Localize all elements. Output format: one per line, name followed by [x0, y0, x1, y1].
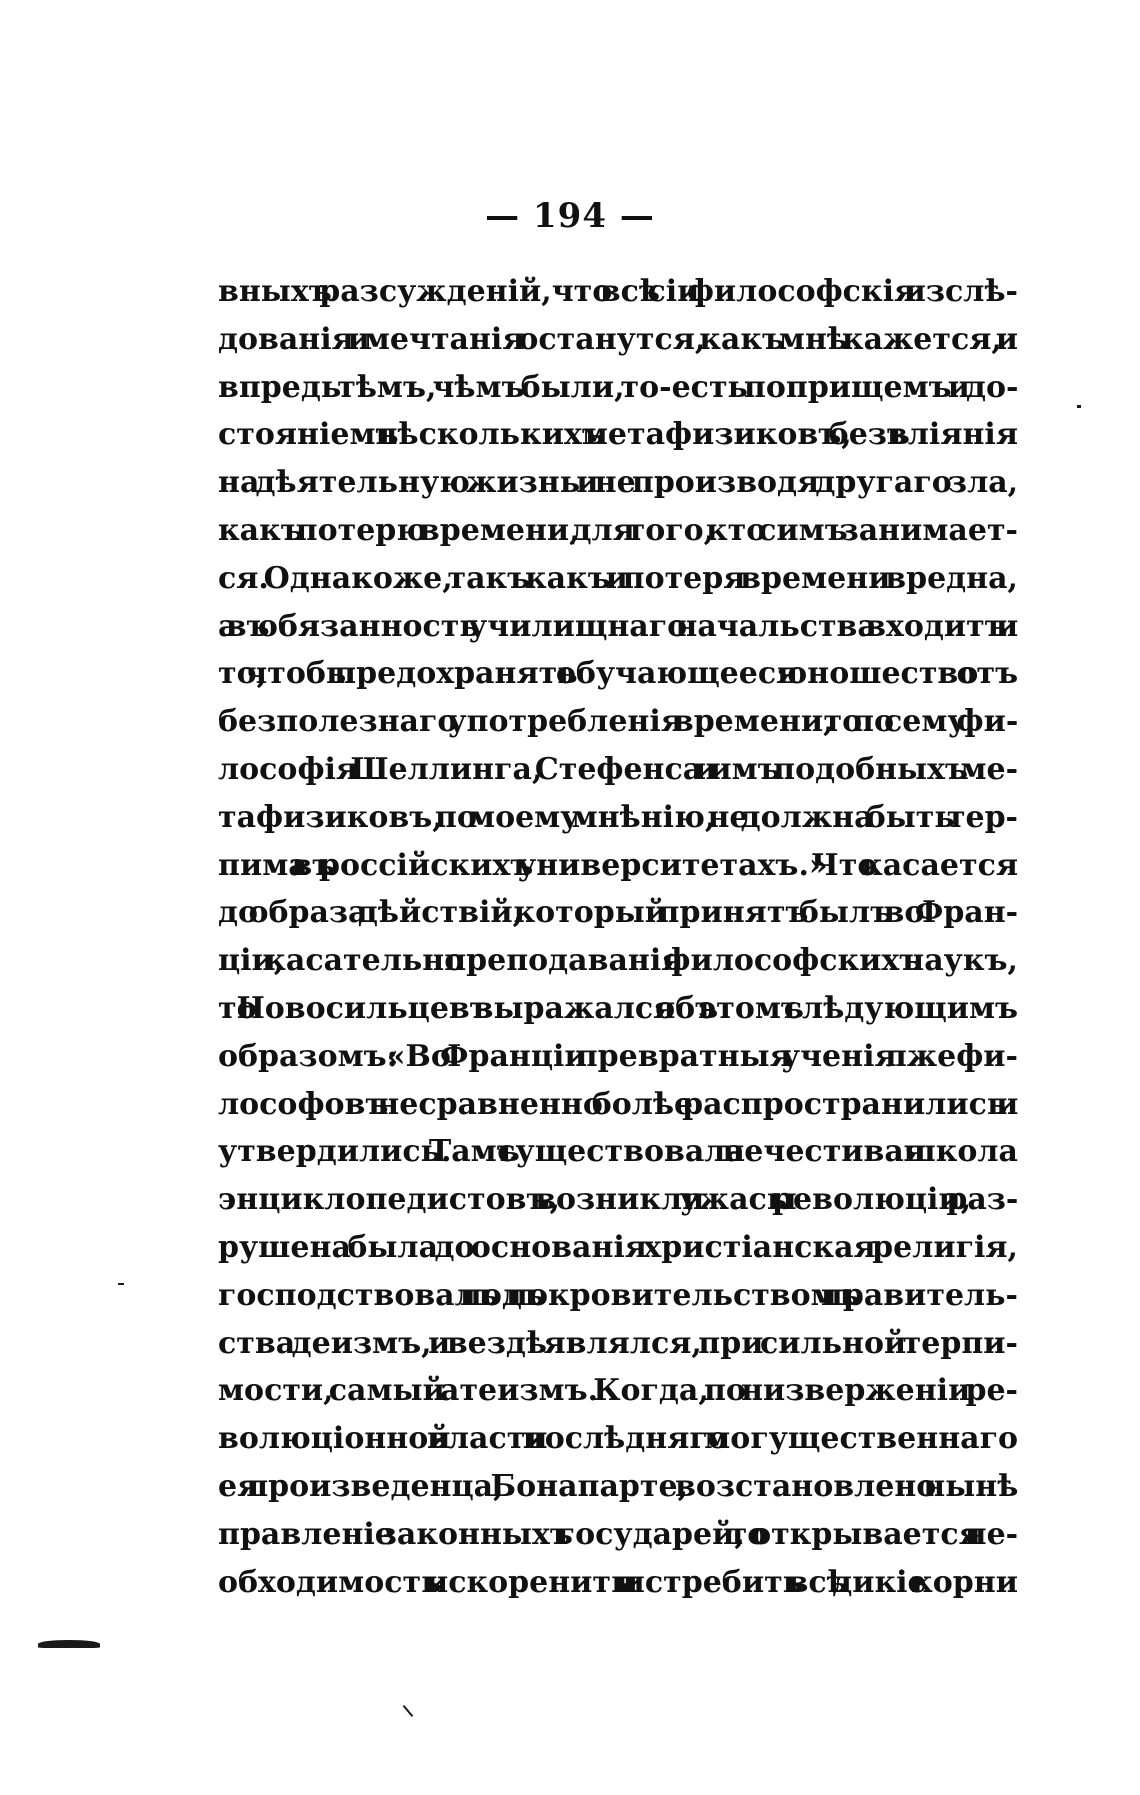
- text-line: впредь тѣмъ, чѣмъ были, то-есть поприщемъ и до-: [218, 369, 1018, 405]
- text-line: а въ обязанность училищнаго начальства входитъ и: [218, 608, 1018, 644]
- text-line: энциклопедистовъ, возникли ужасы революціи, раз-: [218, 1182, 1018, 1218]
- text-line: на дѣятельную жизнь и не производя другаго зла,: [218, 465, 1018, 501]
- ink-stroke: [403, 1705, 414, 1717]
- text-line: пима въ россійскихъ университетахъ.» Что касается: [218, 847, 1018, 883]
- text-line: ства деизмъ, и вездѣ являлся, при сильной терпи-: [218, 1325, 1018, 1361]
- text-line: ціи, касательно преподаванія философскихъ наукъ,: [218, 943, 1018, 979]
- text-line: рушена была до основанія христіанская религія,: [218, 1229, 1018, 1265]
- text-line: ея произведенца, Бонапарте, возстановлено нынѣ: [218, 1468, 1018, 1504]
- text-line: то, чтобы предохранять обучающееся юношество отъ: [218, 656, 1018, 692]
- text-line: какъ потерю времени, для того, кто симъ занимает-: [218, 512, 1018, 548]
- ink-smudge: [38, 1640, 100, 1648]
- body-text: [218, 268, 1018, 1606]
- text-line: лософія Шеллинга, Стефенса и имъ подобныхъ ме-: [218, 751, 1018, 787]
- ink-speck: [118, 1283, 124, 1285]
- text-line: господствовалъ подъ покровительствомъ правитель-: [218, 1277, 1018, 1313]
- ink-speck: [1077, 405, 1081, 408]
- text-line: до образа дѣйствій, который принятъ былъ во Фран-: [218, 895, 1018, 931]
- text-line: обходимость искоренить и истребить всѣ дикіе корни: [218, 1564, 1018, 1600]
- text-line: стояніемъ нѣсколькихъ метафизиковъ, безъ вліянія: [218, 417, 1018, 453]
- text-line: дованія и мечтанія останутся, какъ мнѣ кажется, и: [218, 321, 1018, 357]
- page-number: — 194 —: [485, 196, 655, 236]
- text-line: правленіе законныхъ государей, то открывается не-: [218, 1516, 1018, 1552]
- text-line: утвердились. Тамъ существовала нечестивая школа: [218, 1134, 1018, 1170]
- text-line: волюціонной власти и послѣдняго могущественнаго: [218, 1421, 1018, 1457]
- text-line: ся. Однакоже, такъ какъ и потеря времени вредна,: [218, 560, 1018, 596]
- text-line: мости, самый атеизмъ. Когда, по низверженіи ре-: [218, 1373, 1018, 1409]
- text-line: образомъ: «Во Франціи превратныя ученія лжефи-: [218, 1038, 1018, 1074]
- text-line: вныхъ разсужденій,что всѣ сіи философскія изслѣ-: [218, 274, 1018, 309]
- text-line: лософовъ несравненно болѣе распространились и: [218, 1086, 1018, 1122]
- text-line: то Новосильцевъ выражался объ этомъ слѣдующимъ: [218, 990, 1018, 1026]
- text-line: тафизиковъ, по моему мнѣнію, не должна быть тер-: [218, 799, 1018, 835]
- text-line: безполезнаго употребленія времени, то по сему фи-: [218, 704, 1018, 740]
